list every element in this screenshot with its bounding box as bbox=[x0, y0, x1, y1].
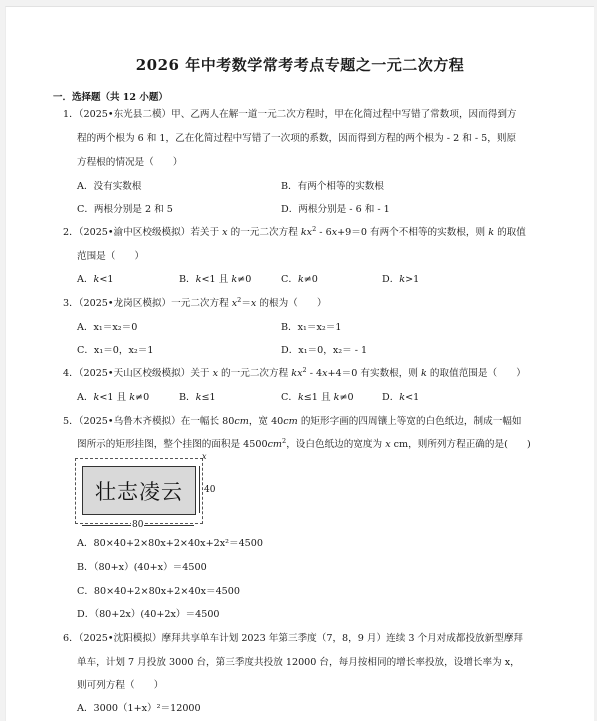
section-heading: 一．选择题（共 12 小题） bbox=[53, 92, 168, 103]
q2-option-d: D．k>1 bbox=[382, 274, 420, 285]
q4-line-1: 4．（2025•天山区校级模拟）关于 x 的一元二次方程 $kx^2 - 4x+4=0$ 有实数根，则 k 的取值范围是（ ） bbox=[63, 366, 526, 379]
q3-option-c: C．x₁＝0，x₂＝1 bbox=[77, 345, 154, 356]
q6-option-a: A．3000（1+x）²＝12000 bbox=[77, 703, 201, 714]
q2-line-2: 范围是（ ） bbox=[77, 251, 145, 262]
q5-option-a: A．80×40+2×80x+2×40x+2x²＝4500 bbox=[77, 538, 263, 549]
q2-line-1: 2．（2025•渝中区校级模拟）若关于 x 的一元二次方程 $kx^2 - 6x+9=0$ 有两个不相等的实数根，则 k 的取值 bbox=[63, 225, 526, 238]
q1-option-c: C．两根分别是 2 和 5 bbox=[77, 204, 173, 215]
figure-calligraphy: 壮志凌云 bbox=[82, 466, 196, 515]
page-title: 2026 年中考数学常考考点专题之一元二次方程 bbox=[135, 56, 465, 74]
figure-height-line bbox=[199, 466, 200, 513]
figure-x-label: x bbox=[202, 452, 207, 461]
q4-option-b: B．k≤1 bbox=[179, 392, 216, 403]
figure-height-label: 40 bbox=[204, 485, 216, 495]
q3-option-b: B．x₁＝x₂＝1 bbox=[281, 322, 342, 333]
q6-line-3: 则可列方程（ ） bbox=[77, 680, 164, 691]
q1-line-2: 程的两个根为 6 和 1，乙在化简过程中写错了一次项的系数，因而得到方程的两个根为 - 2 和 - 5，则原 bbox=[77, 133, 517, 144]
q2-option-b: B．k<1 且 k≠0 bbox=[179, 274, 252, 285]
q1-option-b: B．有两个相等的实数根 bbox=[281, 181, 384, 192]
q1-line-1: 1．（2025•东光县二模）甲、乙两人在解一道一元二次方程时，甲在化简过程中写错了常数项，因而得到方 bbox=[63, 109, 517, 120]
q5-option-d: D．（80+2x）(40+2x）＝4500 bbox=[77, 609, 220, 620]
q1-option-d: D．两根分别是 - 6 和 - 1 bbox=[281, 204, 390, 215]
q1-option-a: A．没有实数根 bbox=[77, 181, 142, 192]
q5-option-b: B．（80+x）(40+x）＝4500 bbox=[77, 562, 207, 573]
q4-option-a: A．k<1 且 k≠0 bbox=[77, 392, 150, 403]
q2-option-c: C．k≠0 bbox=[281, 274, 318, 285]
q3-line-1: 3．（2025•龙岗区模拟）一元二次方程 $x^2=x$ 的根为（ ） bbox=[63, 296, 327, 309]
q3-option-d: D．x₁＝0，x₂＝ - 1 bbox=[281, 345, 368, 356]
q3-option-a: A．x₁＝x₂＝0 bbox=[77, 322, 138, 333]
q2-option-a: A．k<1 bbox=[77, 274, 114, 285]
figure-width-label: 80 bbox=[132, 520, 144, 530]
q4-option-d: D．k<1 bbox=[382, 392, 420, 403]
document-page bbox=[5, 6, 594, 721]
q4-option-c: C．k≤1 且 k≠0 bbox=[281, 392, 354, 403]
q5-line-1: 5．（2025•乌鲁木齐模拟）在一幅长 80cm，宽 40cm 的矩形字画的四周镶上等宽的白色纸边，制成一幅如 bbox=[63, 416, 522, 427]
q5-option-c: C．80×40+2×80x+2×40x＝4500 bbox=[77, 586, 240, 597]
q5-figure bbox=[72, 452, 216, 530]
q6-line-1: 6．（2025•沈阳模拟）摩拜共享单车计划 2023 年第三季度（7，8，9 月）连续 3 个月对成都投放新型摩拜 bbox=[63, 633, 524, 644]
q1-line-3: 方程根的情况是（ ） bbox=[77, 157, 183, 168]
q5-line-2: 图所示的矩形挂图，整个挂图的面积是 $4500cm^2$，设白色纸边的宽度为 x cm，则所列方程正确的是( ) bbox=[77, 437, 531, 450]
q6-line-2: 单车，计划 7 月投放 3000 台，第三季度共投放 12000 台，每月按相同的增长率投放，设增长率为 x， bbox=[77, 657, 520, 668]
